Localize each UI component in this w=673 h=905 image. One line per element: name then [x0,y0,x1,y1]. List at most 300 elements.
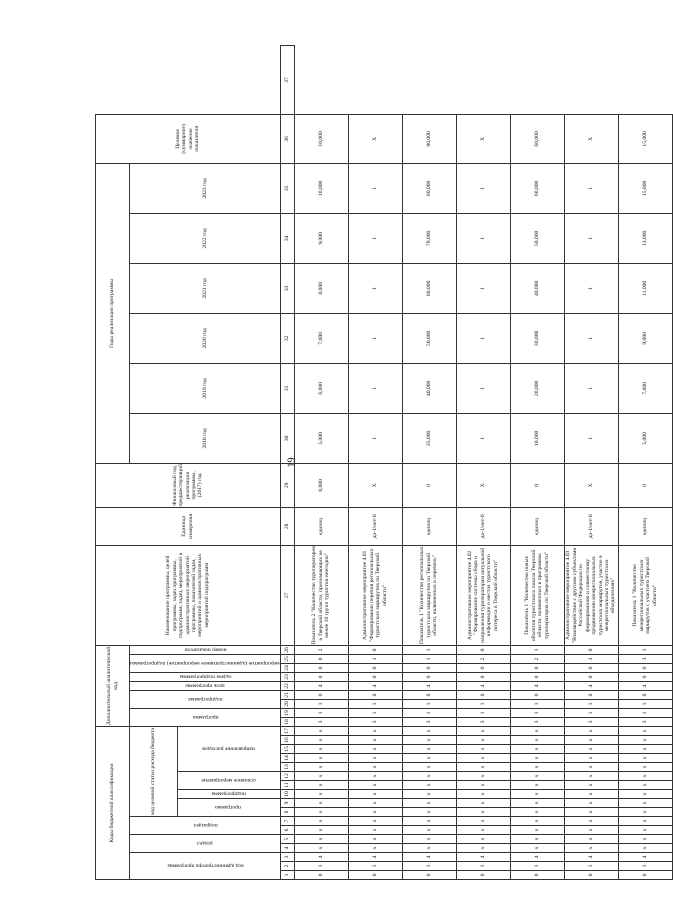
code-cell: 0 [402,690,456,699]
code-cell: x [294,790,348,799]
year-value-cell: 80,000 [402,163,456,213]
add-indicator-number-header: номер показателя [130,645,281,654]
years-group-header: Годы реализации программы [96,163,130,463]
column-number-cell: 21 [280,690,294,699]
code-cell: 4 [402,853,456,862]
column-number-cell: 25 [280,654,294,663]
code-cell: x [456,781,510,790]
table-row [564,46,618,880]
column-number-cell: 24 [280,663,294,672]
kcsr-program-header: программа [177,799,280,817]
code-cell: x [564,817,618,826]
year-value-cell: 8,000 [294,263,348,313]
code-cell: x [456,844,510,853]
code-cell: x [294,844,348,853]
column-number-cell: 5 [280,835,294,844]
year-value-cell: 5,000 [618,413,672,463]
year-value-cell: 35,000 [402,413,456,463]
year-value-cell: 1 [348,263,402,313]
code-cell: 0 [564,690,618,699]
code-cell: 3 [456,717,510,726]
code-cell: x [294,826,348,835]
code-cell: x [294,726,348,735]
table-row [348,46,402,880]
code-cell: x [564,826,618,835]
row-name-cell: Показатель 2 "Количество туроператоров в Тверской области, принимающих не менее 10 групп туристов ежегодно" [294,545,348,645]
code-cell: x [510,817,564,826]
name-header: Наименование программы, целей программы, задач программы, подпрограмм, задач, мероприятий и административных мероприятий программы, показателей задач, мероприятий и административных мероприятий подпрограмм [96,545,281,645]
target-value-cell: X [564,114,618,163]
code-cell: 3 [564,654,618,663]
code-cell: x [348,826,402,835]
code-cell: x [618,726,672,735]
code-cell: 0 [294,672,348,681]
code-cell: x [564,835,618,844]
razdel-header: раздел [130,835,281,853]
code-cell: x [294,772,348,781]
code-cell: 0 [510,663,564,672]
code-cell: x [456,835,510,844]
code-cell: x [294,736,348,745]
code-cell: x [348,844,402,853]
unit-cell: единиц [402,507,456,545]
column-number-cell: 18 [280,717,294,726]
year-2021-header: 2021 год [130,263,281,313]
code-cell: 1 [510,699,564,708]
code-cell: x [510,835,564,844]
code-cell: x [348,726,402,735]
code-cell: x [564,726,618,735]
column-number-cell: 37 [280,46,294,115]
code-cell: x [456,763,510,772]
unit-cell: единиц [618,507,672,545]
column-number-cell: 9 [280,799,294,808]
column-number-cell: 30 [280,413,294,463]
code-cell: 0 [564,663,618,672]
code-cell: 1 [564,862,618,871]
column-number-cell: 32 [280,313,294,363]
row-name-cell: Показатель 1 "Количество межрегиональных туристских маршрутов с участием Тверской области" [618,545,672,645]
column-number-cell: 28 [280,507,294,545]
column-number-cell: 7 [280,817,294,826]
year-value-cell: 1 [456,363,510,413]
column-number-cell: 1 [280,871,294,880]
target-value-cell: 10,000 [294,114,348,163]
code-cell: x [294,754,348,763]
code-cell: x [510,790,564,799]
year-value-cell: 20,000 [510,363,564,413]
year-value-cell: 13,000 [618,213,672,263]
year-value-cell: 1 [348,213,402,263]
code-cell: 1 [510,708,564,717]
year-value-cell: 1 [564,163,618,213]
code-cell: x [564,808,618,817]
code-cell: 2 [510,654,564,663]
code-cell: 1 [294,862,348,871]
column-number-cell: 31 [280,363,294,413]
code-cell: 0 [348,672,402,681]
code-cell: x [618,772,672,781]
code-cell: x [618,808,672,817]
year-value-cell: 1 [456,313,510,363]
code-cell: 0 [402,663,456,672]
code-cell: x [348,754,402,763]
year-value-cell: 10,000 [294,163,348,213]
code-cell: 0 [348,645,402,654]
year-value-cell: 50,000 [402,313,456,363]
code-cell: 0 [618,672,672,681]
code-cell: 1 [456,708,510,717]
table-row [402,46,456,880]
year-value-cell: 7,000 [618,363,672,413]
code-cell: x [510,808,564,817]
target-value-cell: X [456,114,510,163]
code-cell: x [618,835,672,844]
column-number-cell: 14 [280,754,294,763]
code-cell: x [402,754,456,763]
code-cell: x [402,790,456,799]
column-number-cell: 19 [280,708,294,717]
code-cell: 4 [456,853,510,862]
code-cell: 1 [402,862,456,871]
code-cell: x [510,754,564,763]
code-cell: x [456,745,510,754]
code-cell: 4 [564,681,618,690]
year-value-cell: 1 [348,363,402,413]
unit-cell: да-1/нет-0 [456,507,510,545]
code-cell: x [564,754,618,763]
year-value-cell: 9,000 [294,213,348,263]
code-cell: 4 [564,853,618,862]
unit-cell: единиц [510,507,564,545]
code-cell: x [618,799,672,808]
code-cell: 1 [510,862,564,871]
code-cell: x [348,808,402,817]
code-cell: x [456,817,510,826]
target-value-cell: 80,000 [402,114,456,163]
code-cell: x [618,844,672,853]
base-year-cell: X [564,463,618,507]
base-year-cell: 0,000 [294,463,348,507]
column-number-cell: 29 [280,463,294,507]
add-program-header: программа [130,708,281,726]
code-cell: x [618,745,672,754]
code-cell: 0 [294,871,348,880]
target-value-cell: 15,000 [618,114,672,163]
year-value-cell: 1 [456,413,510,463]
year-value-cell: 1 [348,163,402,213]
code-cell: x [402,781,456,790]
code-cell: x [564,763,618,772]
code-cell: 0 [510,672,564,681]
code-cell: x [348,763,402,772]
code-cell: x [510,844,564,853]
code-cell: 1 [618,699,672,708]
target-value-cell: X [348,114,402,163]
page-number: 19 [286,457,298,468]
code-cell: x [348,817,402,826]
year-value-cell: 1 [564,263,618,313]
rotated-table-container [95,45,658,880]
year-value-cell: 9,000 [618,313,672,363]
code-cell: x [564,790,618,799]
code-cell: x [348,736,402,745]
kcsr-direction-header: направление расходов [177,726,280,771]
code-cell: 0 [294,663,348,672]
column-number-cell: 2 [280,862,294,871]
base-year-cell: X [456,463,510,507]
row-name-cell: Административное мероприятие 4.03 "Взаимодействие с другими субъектами Российской Федерации по формированию и совместному продвижению межрегиональных туристских маршрутов, участие в межрегиональных туристских объединениях" [564,545,618,645]
code-cell: x [456,754,510,763]
year-value-cell: 70,000 [402,213,456,263]
code-cell: 1 [348,708,402,717]
year-2022-header: 2022 год [130,213,281,263]
code-cell: 1 [618,708,672,717]
year-2018-header: 2018 год [130,413,281,463]
code-cell: 3 [294,717,348,726]
code-cell: x [510,799,564,808]
code-cell: x [294,799,348,808]
code-cell: x [294,808,348,817]
column-number-cell: 16 [280,736,294,745]
row-name-cell: Показатель 1 "Количество региональных туристских маршрутов по Тверской области, включенных в перечень" [402,545,456,645]
add-goal-header: цель программы [130,681,281,690]
code-cell: 0 [294,654,348,663]
code-cell: x [402,835,456,844]
code-cell: x [402,726,456,735]
year-value-cell: 1 [348,413,402,463]
year-value-cell: 10,000 [510,413,564,463]
code-cell: 0 [564,871,618,880]
code-cell: x [294,763,348,772]
code-cell: x [618,817,672,826]
column-number-cell: 35 [280,163,294,213]
code-cell: 0 [456,663,510,672]
code-cell: 0 [564,645,618,654]
code-cell: 0 [618,663,672,672]
additional-code-header: Дополнительный аналитический код [96,645,130,726]
target-value-cell: 60,000 [510,114,564,163]
year-value-cell: 1 [564,413,618,463]
code-cell: x [564,844,618,853]
code-cell: x [618,790,672,799]
code-cell: 0 [402,672,456,681]
code-cell: x [402,817,456,826]
code-cell: 3 [348,717,402,726]
code-cell: 2 [294,645,348,654]
code-cell: x [564,736,618,745]
code-cell: 3 [510,717,564,726]
year-value-cell: 11,000 [618,263,672,313]
table-row [294,46,348,880]
code-cell: 1 [456,699,510,708]
code-cell: 1 [618,645,672,654]
code-cell: x [618,826,672,835]
code-cell: x [348,799,402,808]
code-cell: x [510,772,564,781]
code-cell: 1 [294,699,348,708]
code-cell: 4 [510,853,564,862]
add-event-header: мероприятие (административное мероприятие) подпрограммы [130,654,281,672]
column-number-cell: 33 [280,263,294,313]
code-cell: 1 [564,699,618,708]
code-cell: x [564,781,618,790]
code-cell: 0 [348,663,402,672]
code-cell: 3 [618,654,672,663]
column-number-cell: 22 [280,681,294,690]
code-cell: x [510,726,564,735]
table-row [456,46,510,880]
column-number-cell: 10 [280,790,294,799]
code-cell: 1 [402,699,456,708]
row-name-cell: Административное мероприятие 4.01 "Формирование перечня региональных туристских маршрутов по Тверской области" [348,545,402,645]
code-cell: x [456,799,510,808]
code-cell: x [510,745,564,754]
year-value-cell: 1 [564,213,618,263]
column-number-cell: 3 [280,853,294,862]
year-value-cell: 1 [456,213,510,263]
year-value-cell: 50,000 [510,213,564,263]
code-cell: x [456,826,510,835]
code-cell: 1 [510,645,564,654]
code-cell: 1 [348,699,402,708]
code-cell: x [348,835,402,844]
column-number-cell: 13 [280,763,294,772]
column-number-cell: 17 [280,726,294,735]
year-2023-header: 2023 год [130,163,281,213]
code-cell: x [618,736,672,745]
code-cell: x [510,781,564,790]
year-2019-header: 2019 год [130,363,281,413]
year-value-cell: 60,000 [402,263,456,313]
code-cell: 0 [618,690,672,699]
code-cell: x [402,745,456,754]
unit-header: Единица измерения [96,507,281,545]
year-value-cell: 1 [456,163,510,213]
code-cell: x [456,808,510,817]
add-task-header: задача подпрограммы [130,672,281,681]
code-cell: x [618,763,672,772]
column-number-cell: 26 [280,645,294,654]
kcsr-group-header: код целевой статьи расхода бюджета [130,726,178,816]
code-cell: 0 [456,871,510,880]
code-cell: x [294,781,348,790]
year-value-cell: 60,000 [510,163,564,213]
code-cell: 0 [456,645,510,654]
table-row [618,46,672,880]
kcsr-main-event-header: основное мероприятие [177,772,280,790]
code-cell: 1 [618,862,672,871]
code-cell: 1 [402,708,456,717]
base-year-cell: 0 [402,463,456,507]
code-cell: 0 [564,672,618,681]
program-indicators-table [95,45,673,880]
column-number-cell: 23 [280,672,294,681]
year-value-cell: 1 [348,313,402,363]
podrazdel-header: подраздел [130,817,281,835]
table-body [96,46,673,880]
base-year-cell: 0 [618,463,672,507]
column-number-cell: 36 [280,114,294,163]
code-cell: 4 [510,681,564,690]
target-header: Целевое (суммарное) значение показателя [96,114,281,163]
year-value-cell: 1 [564,363,618,413]
code-cell: x [456,772,510,781]
year-value-cell: 40,000 [510,263,564,313]
codes-group-header: Коды бюджетной классификации [96,726,130,879]
code-cell: 0 [348,690,402,699]
code-cell: x [456,736,510,745]
year-value-cell: 15,000 [618,163,672,213]
code-cell: 3 [618,717,672,726]
code-cell: 1 [294,708,348,717]
column-number-cell: 34 [280,213,294,263]
code-cell: x [348,781,402,790]
code-cell: 4 [402,681,456,690]
code-cell: 2 [456,654,510,663]
column-number-cell: 11 [280,781,294,790]
code-cell: 4 [294,681,348,690]
unit-cell: да-1/нет-0 [348,507,402,545]
code-cell: x [402,799,456,808]
code-cell: 0 [510,690,564,699]
row-name-cell: Показатель 1 "Количество новых объектов туристского показа Тверской области, включенных в программы туроператоров по Тверской области" [510,545,564,645]
code-cell: 1 [348,654,402,663]
code-cell: x [402,772,456,781]
code-cell: 1 [402,654,456,663]
column-number-cell: 20 [280,699,294,708]
table-row [510,46,564,880]
code-cell: x [618,754,672,763]
code-cell: 4 [618,681,672,690]
base-year-cell: 0 [510,463,564,507]
column-number-cell: 12 [280,772,294,781]
code-cell: 0 [456,690,510,699]
add-subprogram-header: подпрограмма [130,690,281,708]
code-cell: 4 [294,853,348,862]
code-cell: x [294,745,348,754]
row-name-cell: Административное мероприятие 4.02 "Формирование системы сбора и направления туроператорам актуальной информации о местах туристского интереса в Тверской области" [456,545,510,645]
kcsr-subprogram-header: подпрограмма [177,790,280,799]
code-cell: x [402,844,456,853]
code-cell: 0 [456,672,510,681]
unit-cell: единиц [294,507,348,545]
year-2020-header: 2020 год [130,313,281,363]
column-number-cell: 4 [280,844,294,853]
column-number-cell: 15 [280,745,294,754]
code-cell: 0 [294,690,348,699]
code-cell: x [564,799,618,808]
code-cell: 4 [618,853,672,862]
base-year-cell: X [348,463,402,507]
code-cell: 0 [402,871,456,880]
column-number-cell: 27 [280,545,294,645]
code-cell: x [456,726,510,735]
code-cell: x [618,781,672,790]
code-cell: x [510,826,564,835]
year-value-cell: 1 [564,313,618,363]
year-value-cell: 6,000 [294,363,348,413]
code-cell: x [402,736,456,745]
column-number-cell: 8 [280,808,294,817]
year-value-cell: 1 [456,263,510,313]
code-cell: 0 [510,871,564,880]
code-cell: 1 [564,708,618,717]
code-cell: x [348,745,402,754]
year-value-cell: 7,000 [294,313,348,363]
code-cell: x [510,736,564,745]
year-value-cell: 40,000 [402,363,456,413]
